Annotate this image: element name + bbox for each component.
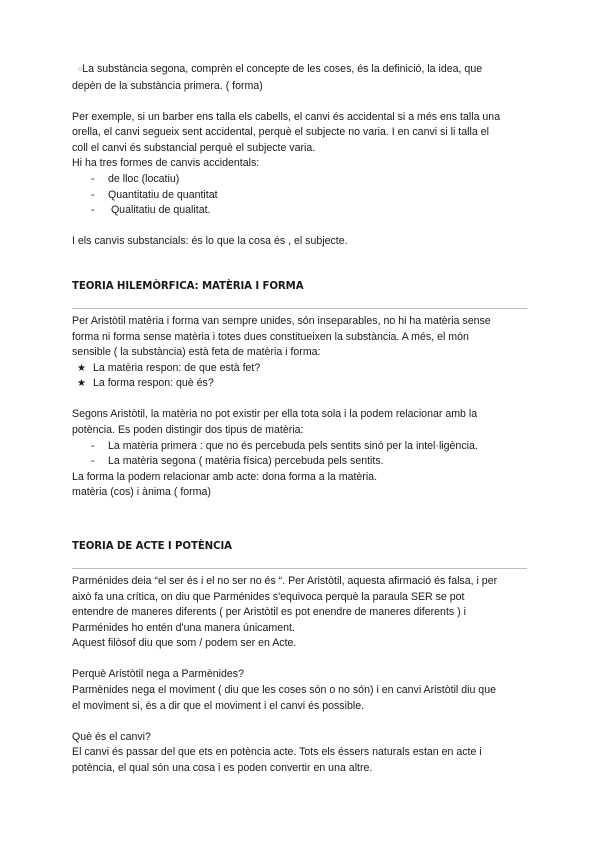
list-item: - La matèria primera : que no és percebuda pels sentits sinó per la intel·ligència. [72, 439, 532, 455]
list-item: - Qualitatiu de qualitat. [72, 203, 532, 219]
dash-bullet-icon: - [91, 455, 95, 468]
section-heading-acte-potencia: TEORIA DE ACTE I POTÈNCIA [72, 540, 232, 552]
text-line: Parménides ho entén d'una manera únicament. [72, 621, 295, 634]
text-line: matèria (cos) i ànima ( forma) [72, 486, 211, 499]
text-line: Segons Aristòtil, la matèria no pot existir per ella tota sola i la podem relacionar amb la [72, 408, 478, 421]
section-heading-hilemorfica: TEORIA HILEMÒRFICA: MATÈRIA I FORMA [72, 280, 304, 292]
list-item: - de lloc (locatiu) [72, 172, 532, 188]
dash-bullet-icon: - [91, 173, 95, 186]
text-line: Per exemple, si un barber ens talla els cabells, el canvi és accidental si a més ens talla una [72, 110, 501, 123]
text-line: Hi ha tres formes de canvis accidentals: [72, 157, 260, 170]
text-line: La forma la podem relacionar amb acte: dona forma a la matèria. [72, 470, 378, 483]
text-line: depèn de la substància primera. ( forma) [72, 79, 263, 92]
text-line: La substància segona, comprèn el concepte de les coses, és la definició, la idea, que [82, 63, 483, 75]
list-item: ★ La matèria respon: de que està fet? [72, 361, 532, 377]
text-line: potència. Es poden distingir dos tipus de matèria: [72, 424, 304, 436]
text-line: sensible ( la substància) està feta de matèria i forma: [72, 346, 321, 359]
dash-bullet-icon: - [91, 439, 95, 452]
text-line: I els canvis substancials: és lo que la cosa és , el subjecte. [72, 235, 348, 248]
dash-bullet-icon: - [91, 204, 95, 217]
matter-types-list [72, 439, 532, 470]
text-line: Per Aristòtil matèria i forma van sempre unides, són inseparables, no hi ha matèria sense [72, 314, 491, 327]
dash-bullet-icon: - [91, 188, 95, 201]
accidental-changes-list [72, 172, 532, 219]
text-line: El canvi és passar del que ets en potència acte. Tots els éssers naturals estan en acte i [72, 746, 482, 759]
text-line: potència, el qual són una cosa i es poden convertir en una altre. [72, 761, 373, 774]
text-line: forma ni forma sense matèria i totes dues constitueixen la substància. A més, el món [72, 330, 469, 343]
text-line: Parménides deia “el ser és i el no ser no és “. Per Aristòtil, aquesta afirmació és falsa, i per [72, 574, 498, 587]
text-line: Perquè Aristòtil nega a Parmènides? [72, 668, 244, 681]
text-line: Què és el canvi? [72, 730, 151, 743]
text-line: això fa una crítica, on diu que Parménides s'equivoca perquè la paraula SER se pot [72, 590, 465, 603]
star-bullet-icon: ★ [77, 378, 86, 390]
document-page [72, 62, 532, 777]
text-line: entendre de maneres diferents ( per Aristòtil es pot enendre de maneres diferents ) i [72, 606, 466, 619]
text-line: Parmènides nega el moviment ( diu que les coses són o no són) i en canvi Aristòtil diu que [72, 684, 496, 697]
text-line: orella, el canvi segueix sent accidental, perquè el subjecte no varia. I en canvi si li talla el [72, 126, 489, 139]
matter-form-questions-list [72, 361, 532, 392]
circle-bullet-icon: ○ [78, 66, 83, 73]
list-item: - Quantitatiu de quantitat [72, 188, 532, 204]
list-item: ★ La forma respon: què és? [72, 376, 532, 392]
text-line: Aquest filòsof diu que som / podem ser en Acte. [72, 637, 297, 650]
section-divider [72, 568, 527, 569]
list-item: - La matèria segona ( matèria física) percebuda pels sentits. [72, 454, 532, 470]
section-divider [72, 308, 527, 309]
paragraph-substancia-segona [72, 62, 532, 79]
star-bullet-icon: ★ [77, 362, 86, 374]
text-line: el moviment si, és a dir que el moviment i el canvi és possible. [72, 699, 365, 712]
text-line: coll el canvi és substancial perquè el subjecte varia. [72, 141, 316, 154]
